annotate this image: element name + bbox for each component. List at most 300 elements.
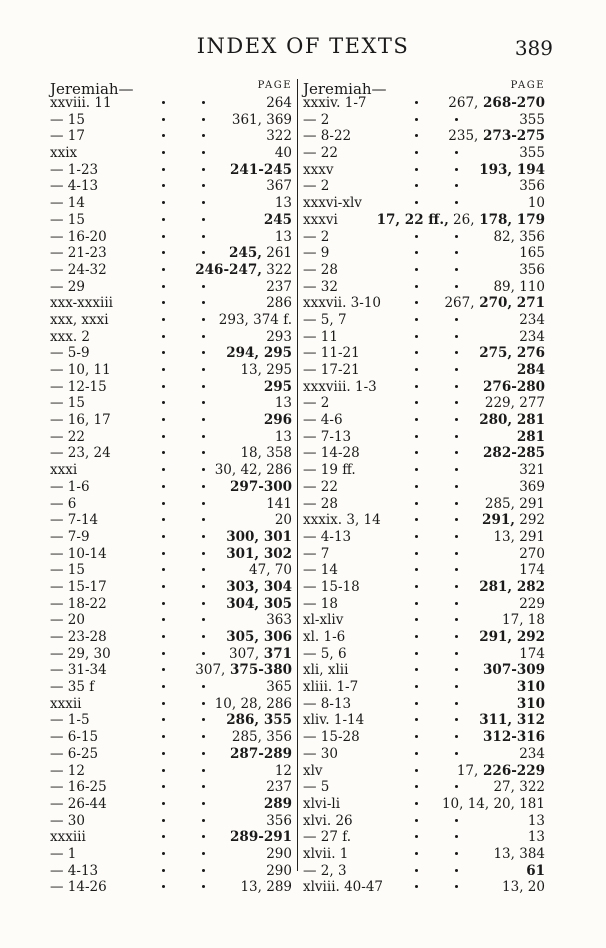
- entry-pages: [246, 562, 292, 579]
- leader-dot: [415, 568, 418, 571]
- entry-pages: [476, 579, 545, 596]
- leader-dot: [162, 869, 165, 872]
- leader-dot: [455, 869, 458, 872]
- leader-dot: [455, 652, 458, 655]
- entry-reference: xxxi: [50, 462, 78, 479]
- entry-reference: — 30: [303, 745, 338, 762]
- index-entry: [303, 445, 549, 462]
- leader-dot: [162, 251, 165, 254]
- index-entry: [303, 479, 549, 496]
- leader-dot: [202, 335, 205, 338]
- entry-pages: [261, 212, 292, 229]
- leader-dot: [415, 385, 418, 388]
- book-heading: Jeremiah—: [303, 80, 387, 98]
- leader-dot: [162, 852, 165, 855]
- index-entry: [50, 379, 296, 396]
- leader-dots: [303, 312, 549, 329]
- entry-reference: — 18-22: [50, 595, 107, 612]
- entry-reference: — 7-14: [50, 512, 99, 529]
- entry-reference: — 24-32: [50, 261, 107, 278]
- index-entry: [50, 178, 296, 195]
- leader-dots: [303, 245, 549, 262]
- leader-dot: [415, 151, 418, 154]
- entry-pages: [516, 178, 545, 195]
- entry-pages: [525, 813, 545, 830]
- leader-dot: [455, 668, 458, 671]
- index-entry: [303, 229, 549, 246]
- leader-dot: [455, 618, 458, 621]
- entry-pages: [227, 746, 292, 763]
- page-ref: 141: [266, 495, 292, 512]
- index-entry: [50, 763, 296, 780]
- leader-dot: [162, 568, 165, 571]
- entry-pages: [223, 579, 292, 596]
- entry-pages: [263, 612, 292, 629]
- leader-dot: [415, 652, 418, 655]
- entry-pages: [490, 779, 545, 796]
- index-entry: [303, 879, 549, 896]
- leader-dot: [162, 134, 165, 137]
- entry-reference: — 31-34: [50, 662, 107, 679]
- leader-dot: [202, 618, 205, 621]
- page-ref: 47, 70: [249, 562, 292, 579]
- leader-dot: [415, 351, 418, 354]
- entry-pages: [514, 362, 545, 379]
- page-ref-bold: 286, 355: [226, 712, 292, 729]
- entry-reference: xxxiii: [50, 829, 86, 846]
- leader-dot: [415, 752, 418, 755]
- page-ref: 17,: [456, 762, 479, 779]
- index-entry: [303, 195, 549, 212]
- leader-dot: [162, 718, 165, 721]
- page-ref-bold: 301, 302: [226, 545, 292, 562]
- leader-dot: [202, 518, 205, 521]
- leader-dot: [455, 518, 458, 521]
- leader-dots: [50, 779, 296, 796]
- entry-pages: [516, 312, 545, 329]
- entry-pages: [490, 846, 545, 863]
- index-entry: [303, 462, 549, 479]
- leader-dots: [50, 379, 296, 396]
- entry-pages: [499, 612, 545, 629]
- leader-dot: [202, 585, 205, 588]
- leader-dot: [415, 401, 418, 404]
- page-ref: 322: [266, 128, 292, 145]
- page-ref: 285, 356: [231, 729, 292, 746]
- leader-dot: [455, 735, 458, 738]
- leader-dot: [455, 702, 458, 705]
- page-ref-bold: 273-275: [478, 128, 545, 145]
- leader-dot: [202, 151, 205, 154]
- entry-pages: [263, 295, 292, 312]
- index-entry: [303, 579, 549, 596]
- index-entry: [303, 546, 549, 563]
- index-entry: [50, 162, 296, 179]
- leader-dot: [202, 184, 205, 187]
- leader-dots: [50, 329, 296, 346]
- page-ref: 369: [519, 478, 545, 495]
- entry-reference: — 4-13: [303, 528, 352, 545]
- index-entry: [303, 379, 549, 396]
- index-entry: [50, 662, 296, 679]
- entry-reference: — 15-17: [50, 578, 107, 595]
- entry-reference: — 2: [303, 111, 330, 128]
- leader-dot: [415, 134, 418, 137]
- index-entry: [303, 629, 549, 646]
- leader-dot: [162, 535, 165, 538]
- page-ref: 30, 42, 286: [214, 462, 292, 479]
- page-ref: 13: [527, 812, 545, 829]
- page-ref: 261: [261, 245, 292, 262]
- entry-reference: — 22: [303, 145, 338, 162]
- page-ref: 10, 14, 20, 181: [441, 795, 545, 812]
- page-ref: 89, 110: [493, 278, 545, 295]
- column-header: [303, 78, 549, 98]
- index-entry: [50, 412, 296, 429]
- entry-reference: — 29, 30: [50, 645, 111, 662]
- entry-reference: xlvii. 1: [303, 845, 349, 862]
- index-entry: [303, 212, 549, 229]
- entry-reference: — 4-6: [303, 412, 343, 429]
- index-entry: [303, 295, 549, 312]
- leader-dot: [162, 118, 165, 121]
- leader-dots: [50, 95, 296, 112]
- entry-pages: [439, 796, 545, 813]
- entry-pages: [525, 829, 545, 846]
- leader-dot: [415, 285, 418, 288]
- index-entry: [303, 145, 549, 162]
- page-ref-bold: 281: [516, 428, 545, 445]
- leader-dots: [50, 279, 296, 296]
- leader-dot: [202, 285, 205, 288]
- page-ref-bold: 307-309: [483, 662, 545, 679]
- entry-pages: [226, 646, 292, 663]
- leader-dots: [303, 562, 549, 579]
- page-ref: 285, 291: [484, 495, 545, 512]
- page-ref: 293, 374 f.: [218, 311, 292, 328]
- entry-reference: — 28: [303, 495, 338, 512]
- leader-dot: [202, 435, 205, 438]
- entry-reference: xxx. 2: [50, 328, 91, 345]
- entry-pages: [223, 529, 292, 546]
- leader-dot: [162, 435, 165, 438]
- index-entry: [50, 245, 296, 262]
- leader-dot: [455, 468, 458, 471]
- leader-dot: [162, 385, 165, 388]
- leader-dot: [202, 218, 205, 221]
- leader-dot: [162, 885, 165, 888]
- index-entry: [303, 796, 549, 813]
- entry-pages: [261, 379, 292, 396]
- entry-reference: — 8-22: [303, 128, 352, 145]
- index-entry: [50, 362, 296, 379]
- entry-pages: [516, 546, 545, 563]
- index-entry: [50, 696, 296, 713]
- leader-dot: [202, 235, 205, 238]
- entry-reference: — 30: [50, 812, 85, 829]
- entry-pages: [263, 128, 292, 145]
- leader-dot: [162, 368, 165, 371]
- index-entry: [50, 712, 296, 729]
- index-entry: [50, 596, 296, 613]
- leader-dots: [50, 512, 296, 529]
- index-entry: [303, 362, 549, 379]
- leader-dot: [202, 401, 205, 404]
- page-ref: 20: [274, 512, 292, 529]
- leader-dot: [455, 351, 458, 354]
- leader-dot: [202, 418, 205, 421]
- page-ref-bold: 294, 295: [226, 345, 292, 362]
- leader-dot: [162, 668, 165, 671]
- page-ref: 12: [274, 762, 292, 779]
- leader-dot: [415, 335, 418, 338]
- page-ref: 13: [274, 428, 292, 445]
- page-ref-bold: 287-289: [230, 745, 292, 762]
- leader-dot: [202, 368, 205, 371]
- leader-dot: [415, 502, 418, 505]
- entry-pages: [223, 546, 292, 563]
- page-ref-bold: 226-229: [478, 762, 545, 779]
- leader-dot: [162, 451, 165, 454]
- page-ref-bold: 245: [263, 211, 292, 228]
- leader-dot: [162, 285, 165, 288]
- leader-dots: [50, 295, 296, 312]
- entry-reference: — 1-6: [50, 478, 90, 495]
- leader-dot: [455, 184, 458, 187]
- leader-dots: [50, 813, 296, 830]
- leader-dots: [50, 612, 296, 629]
- index-entry: [303, 529, 549, 546]
- leader-dot: [162, 201, 165, 204]
- leader-dot: [202, 385, 205, 388]
- index-entry: [50, 195, 296, 212]
- leader-dot: [455, 151, 458, 154]
- entry-pages: [516, 245, 545, 262]
- page-ref: 290: [266, 845, 292, 862]
- entry-pages: [263, 95, 292, 112]
- index-entry: [50, 145, 296, 162]
- index-entry: [303, 712, 549, 729]
- leader-dot: [415, 668, 418, 671]
- page-ref: 365: [266, 679, 292, 696]
- entry-pages: [516, 112, 545, 129]
- leader-dot: [415, 819, 418, 822]
- entry-reference: — 15: [50, 211, 85, 228]
- leader-dot: [202, 835, 205, 838]
- leader-dot: [415, 785, 418, 788]
- entry-reference: — 10-14: [50, 545, 107, 562]
- entry-pages: [227, 479, 292, 496]
- entry-reference: — 4-13: [50, 178, 99, 195]
- page-ref-bold: 281, 282: [479, 578, 545, 595]
- leader-dot: [455, 118, 458, 121]
- index-entry: [50, 262, 296, 279]
- entry-pages: [514, 696, 545, 713]
- leader-dots: [50, 496, 296, 513]
- index-entry: [303, 746, 549, 763]
- page-ref: 13, 384: [493, 845, 545, 862]
- index-entry: [50, 445, 296, 462]
- page-header: [0, 34, 606, 64]
- entry-reference: — 12: [50, 762, 85, 779]
- index-entry: [50, 579, 296, 596]
- leader-dot: [202, 351, 205, 354]
- index-entry: [303, 262, 549, 279]
- entry-pages: [272, 429, 292, 446]
- page-ref: 13, 289: [240, 879, 292, 896]
- entry-reference: xli, xlii: [303, 662, 349, 679]
- leader-dot: [202, 819, 205, 822]
- entry-reference: xxviii. 11: [50, 95, 112, 111]
- entry-pages: [516, 479, 545, 496]
- leader-dot: [162, 618, 165, 621]
- leader-dots: [303, 362, 549, 379]
- leader-dot: [162, 685, 165, 688]
- page-ref-bold: 245,: [229, 245, 262, 262]
- entry-pages: [272, 229, 292, 246]
- entry-reference: xlv: [303, 762, 323, 779]
- entry-reference: — 15: [50, 395, 85, 412]
- entry-pages: [525, 195, 545, 212]
- leader-dot: [202, 568, 205, 571]
- entry-pages: [263, 279, 292, 296]
- leader-dot: [455, 235, 458, 238]
- entry-reference: — 27 f.: [303, 829, 352, 846]
- leader-dot: [455, 368, 458, 371]
- leader-dot: [415, 552, 418, 555]
- leader-dot: [162, 735, 165, 738]
- leader-dot: [162, 819, 165, 822]
- page-ref: 293: [266, 328, 292, 345]
- index-entry: [50, 312, 296, 329]
- leader-dots: [303, 112, 549, 129]
- leader-dot: [162, 602, 165, 605]
- index-entry: [50, 546, 296, 563]
- entry-reference: xxxv: [303, 161, 334, 178]
- entry-pages: [516, 562, 545, 579]
- leader-dot: [455, 335, 458, 338]
- index-entry: [50, 679, 296, 696]
- entry-pages: [223, 629, 292, 646]
- leader-dot: [455, 819, 458, 822]
- page-ref: 13: [274, 395, 292, 412]
- leader-dots: [303, 696, 549, 713]
- entry-pages: [272, 195, 292, 212]
- index-column-right: [303, 78, 549, 896]
- leader-dot: [202, 201, 205, 204]
- entry-reference: — 6-15: [50, 729, 99, 746]
- page-ref: 286: [266, 295, 292, 312]
- page-ref-bold: 289-291: [230, 829, 292, 846]
- entry-reference: — 14: [303, 562, 338, 579]
- index-entry: [50, 229, 296, 246]
- leader-dot: [162, 318, 165, 321]
- page-ref-bold: 371: [259, 645, 292, 662]
- leader-dot: [415, 702, 418, 705]
- entry-reference: — 23-28: [50, 629, 107, 645]
- leader-dot: [415, 118, 418, 121]
- entry-pages: [514, 679, 545, 696]
- leader-dot: [455, 635, 458, 638]
- page-ref-bold: 193, 194: [479, 161, 545, 178]
- leader-dot: [202, 451, 205, 454]
- leader-dot: [455, 418, 458, 421]
- leader-dot: [162, 552, 165, 555]
- leader-dot: [415, 301, 418, 304]
- leader-dot: [415, 268, 418, 271]
- page-ref-bold: 300, 301: [226, 528, 292, 545]
- leader-dot: [202, 602, 205, 605]
- index-entry: [303, 112, 549, 129]
- entry-pages: [480, 445, 545, 462]
- page-ref-bold: 282-285: [483, 445, 545, 462]
- book-heading: Jeremiah—: [50, 80, 134, 98]
- index-entry: [50, 329, 296, 346]
- index-entry: [303, 429, 549, 446]
- leader-dot: [415, 418, 418, 421]
- page-ref: 13, 20: [502, 879, 545, 896]
- entry-reference: — 1: [50, 845, 77, 862]
- leader-dot: [162, 635, 165, 638]
- entry-reference: xxxiv. 1-7: [303, 95, 367, 111]
- leader-dots: [50, 679, 296, 696]
- index-entry: [50, 496, 296, 513]
- leader-dot: [415, 451, 418, 454]
- leader-dot: [415, 685, 418, 688]
- page-ref: 267,: [448, 95, 479, 111]
- leader-dots: [303, 829, 549, 846]
- entry-reference: — 14-28: [303, 445, 360, 462]
- leader-dot: [202, 535, 205, 538]
- leader-dots: [50, 846, 296, 863]
- leader-dots: [50, 212, 296, 229]
- leader-dot: [455, 251, 458, 254]
- leader-dot: [415, 468, 418, 471]
- leader-dot: [202, 318, 205, 321]
- leader-dots: [303, 479, 549, 496]
- entry-reference: — 1-23: [50, 161, 99, 178]
- entry-pages: [226, 245, 292, 262]
- leader-dot: [415, 735, 418, 738]
- entry-reference: xxxii: [50, 695, 82, 712]
- page-ref-bold: 296: [263, 412, 292, 429]
- entry-pages: [480, 379, 545, 396]
- page-label: PAGE: [510, 80, 545, 91]
- leader-dot: [202, 769, 205, 772]
- entry-reference: — 10, 11: [50, 362, 111, 378]
- entry-reference: xxx, xxxi: [50, 311, 109, 328]
- entry-pages: [516, 462, 545, 479]
- leader-dot: [415, 585, 418, 588]
- index-entry: [303, 646, 549, 663]
- leader-dots: [303, 429, 549, 446]
- leader-dot: [202, 635, 205, 638]
- entry-pages: [272, 145, 292, 162]
- page-ref-bold: 275, 276: [479, 345, 545, 362]
- entry-pages: [514, 429, 545, 446]
- leader-dots: [50, 429, 296, 446]
- entry-reference: — 2: [303, 395, 330, 412]
- leader-dot: [162, 418, 165, 421]
- page-ref-bold: 304, 305: [226, 595, 292, 612]
- leader-dot: [162, 351, 165, 354]
- page-ref-bold: 284: [516, 362, 545, 378]
- leader-dot: [455, 568, 458, 571]
- entry-reference: — 15: [50, 562, 85, 579]
- leader-dots: [50, 145, 296, 162]
- entry-reference: — 4-13: [50, 862, 99, 879]
- entry-reference: xlviii. 40-47: [303, 879, 384, 896]
